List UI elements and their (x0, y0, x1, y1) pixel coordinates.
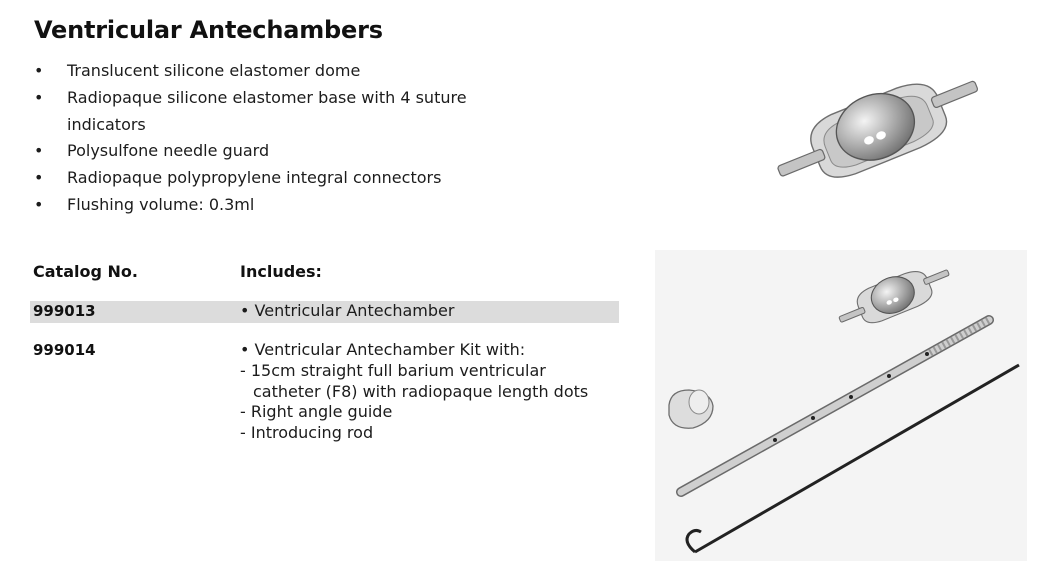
antechamber-illustration (770, 60, 985, 195)
feature-item (34, 85, 504, 139)
page-title: Ventricular Antechambers (34, 16, 383, 44)
feature-item (34, 138, 504, 165)
feature-text: Flushing volume: 0.3ml (67, 194, 255, 214)
bullet: • (34, 87, 44, 107)
feature-text: Radiopaque polypropylene integral connectors (67, 168, 442, 188)
includes-line: - Right angle guide (240, 402, 393, 422)
includes-line: - Introducing rod (240, 423, 374, 443)
includes-line: - 15cm straight full barium ventricular (240, 360, 546, 380)
bullet: • (34, 61, 44, 80)
catalog-header: Catalog No. (33, 262, 138, 281)
feature-item (34, 58, 504, 85)
catalog-number: 999013 (33, 302, 96, 320)
includes-line: • Ventricular Antechamber (240, 301, 455, 320)
includes-cell (240, 301, 454, 322)
bullet: • (34, 194, 44, 214)
bullet: • (34, 141, 44, 161)
includes-cell (240, 340, 588, 444)
feature-text: Polysulfone needle guard (67, 141, 270, 161)
feature-list (34, 58, 504, 219)
feature-item (34, 165, 504, 192)
includes-line: catheter (F8) with radiopaque length dots (253, 381, 589, 401)
bullet: • (34, 168, 44, 188)
kit-illustration (655, 250, 1027, 561)
feature-item (34, 192, 504, 219)
catalog-number: 999014 (33, 341, 96, 359)
feature-text: Radiopaque silicone elastomer base with 4 suture indicators (67, 87, 467, 134)
includes-header: Includes: (240, 262, 322, 281)
feature-text: Translucent silicone elastomer dome (67, 61, 361, 80)
includes-line: • Ventricular Antechamber Kit with: (240, 340, 526, 359)
